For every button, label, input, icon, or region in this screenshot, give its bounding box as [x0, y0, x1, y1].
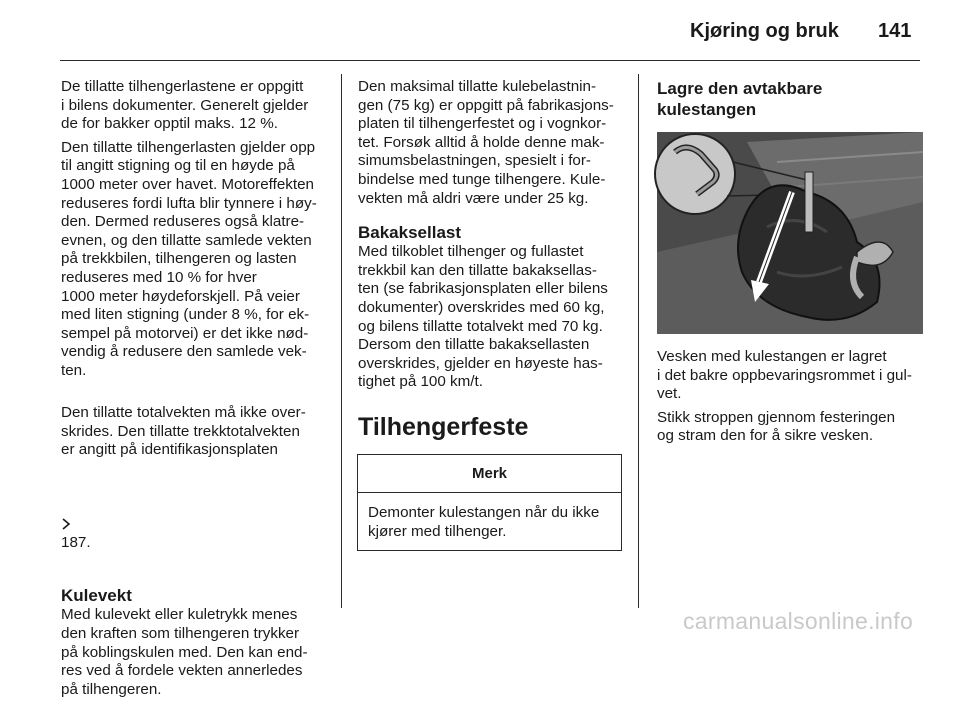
page-reference[interactable]: [61, 516, 91, 552]
column-3: [657, 78, 923, 451]
page-number: 141: [878, 20, 912, 42]
paragraph-bakaksellast: Med tilkoblet tilhenger og fullastet trekkbil kan den tillatte bakaksellas- ten (se fabrikasjonsplaten eller bilens dokumenter) overskrides med 60 kg, og bilens tillatte totalvekt med 70 kg. Dersom den tillatte bakaksellasten overskrides, gjelder en høyeste has- tighet på 100 km/t.: [358, 243, 608, 391]
heading-kulevekt: Kulevekt: [61, 586, 132, 606]
heading-tilhengerfeste: Tilhengerfeste: [358, 412, 529, 441]
heading-lagre-kulestangen: Lagre den avtakbare kulestangen: [657, 79, 823, 119]
paragraph-strap-instruction: Stikk stroppen gjennom festeringen og stram den for å sikre vesken.: [657, 408, 896, 445]
paragraph-bag-stored: Vesken med kulestangen er lagret i det bakre oppbevaringsrommet i gul- vet.: [657, 348, 912, 403]
page-header-title: Kjøring og bruk: [690, 20, 839, 42]
note-title: Merk: [358, 455, 621, 493]
figure-towbar-bag: [657, 132, 923, 334]
heading-bakaksellast: Bakaksellast: [358, 223, 462, 243]
header-rule: [60, 60, 920, 61]
watermark: carmanualsonline.info: [683, 608, 914, 634]
note-body: Demonter kulestangen når du ikke kjører med tilhenger.: [368, 503, 600, 540]
note-box: [357, 454, 622, 551]
column-divider-1: [341, 74, 342, 608]
paragraph-total-weight-text: Den tillatte totalvekten må ikke over- skrides. Den tillatte trekktotalvekten er angitt på identifikasjonsplaten: [61, 404, 306, 459]
paragraph-max-coupling-load: Den maksimal tillatte kulebelastnin- gen (75 kg) er oppgitt på fabrikasjons- platen til tilhengerfestet og i vognkor- tet. Forsøk alltid å holde denne mak- simumsbelastningen, spesielt i for- bindelse med tunge tilhengere. Kule- vekten må aldri være under 25 kg.: [358, 78, 614, 207]
column-2: [358, 78, 624, 551]
paragraph-total-weight: [61, 386, 329, 572]
page-reference-number: 187.: [61, 534, 91, 552]
paragraph-trailer-loads: De tillatte tilhengerlastene er oppgitt i bilens dokumenter. Generelt gjelder de for bakker opptil maks. 12 %.: [61, 78, 309, 133]
paragraph-kulevekt: Med kulevekt eller kuletrykk menes den kraften som tilhengeren trykker på koblingskulen med. Den kan end- res ved å fordele vekten annerledes på tilhengeren.: [61, 606, 308, 698]
paragraph-altitude: Den tillatte tilhengerlasten gjelder opp til angitt stigning og til en høyde på 1000 meter over havet. Motoreffekten reduseres fordi lufta blir tynnere i høy- den. Dermed reduseres også klatre- evnen, og den tillatte samlede vekten på trekkbilen, tilhengeren og lasten reduseres med 10 % for hver 1000 meter høydeforskjell. På veier med liten stigning (under 8 %, for ek- sempel på motorvei) er det ikke nød- vendig å redusere den samlede vek- ten.: [61, 138, 317, 379]
column-divider-2: [638, 74, 639, 608]
arrow-ref-icon: [61, 518, 71, 530]
towbar-bag-illustration: [657, 132, 923, 334]
column-1: [61, 78, 329, 704]
